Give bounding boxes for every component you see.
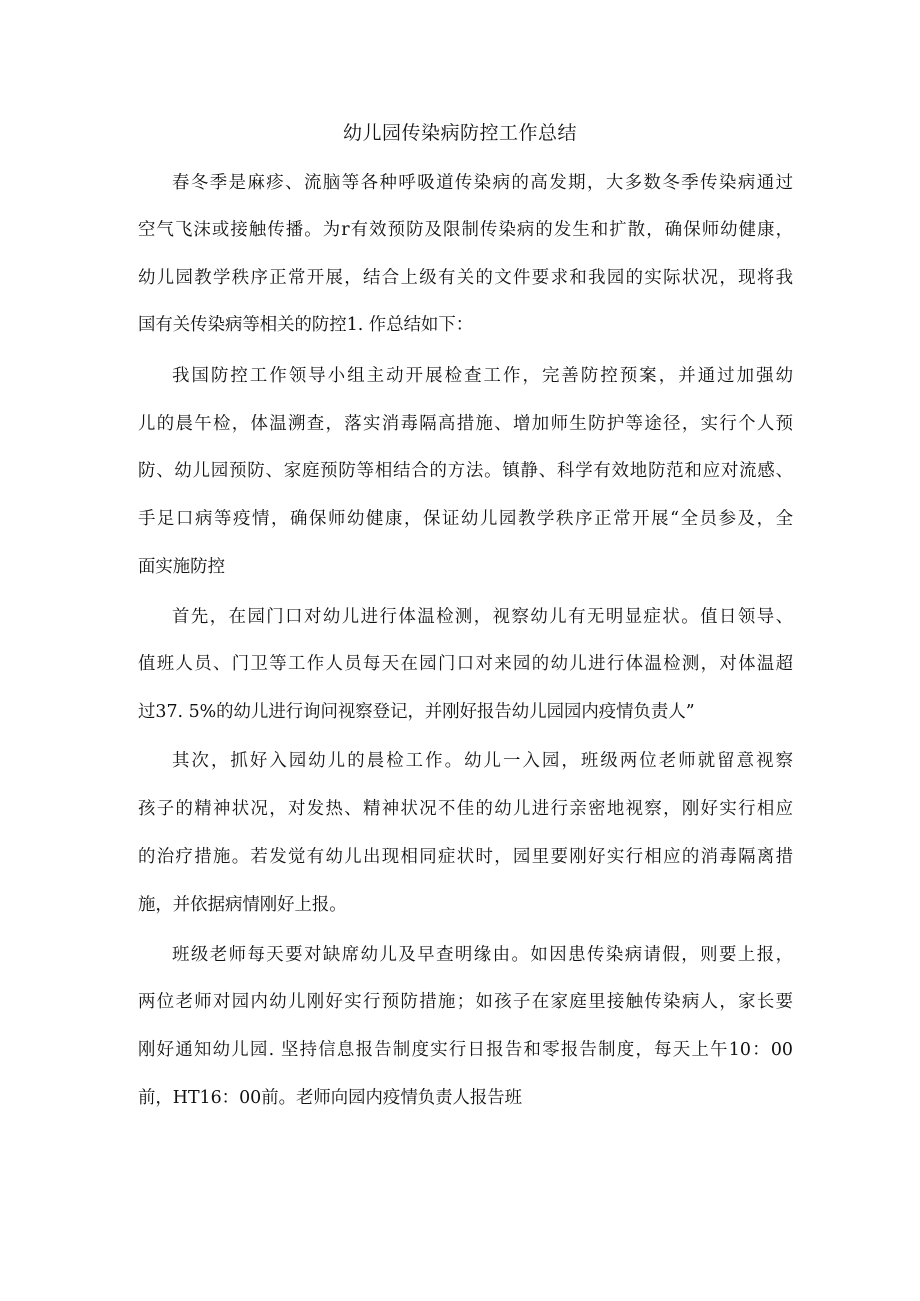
paragraph-2-line-1: 我国防控工作领导小组主动开展检查工作，完善防控预案，并通过加强幼 [172,366,793,386]
paragraph-5-line-3: 刚好通知幼儿园. 坚持信息报告制度实行日报告和零报告制度，每天上午10：00 [138,1040,793,1060]
paragraph-1-line-4: 国有关传染病等相关的防控1. 作总结如下： [138,315,474,335]
paragraph-4-line-2: 孩子的精神状况，对发热、精神状况不佳的幼儿进行亲密地视察，刚好实行相应 [138,799,793,819]
paragraph-5-line-4: 前，HT16：00前。老师向园内疫情负责人报告班 [138,1088,523,1108]
paragraph-3-line-3: 过37. 5%的幼儿进行询问视察登记，并刚好报告幼儿园园内疫情负责人” [138,702,695,722]
paragraph-2-line-3: 防、幼儿园预防、家庭预防等相结合的方法。镇静、科学有效地防范和应对流感、 [138,461,793,481]
paragraph-4-line-3: 的治疗措施。若发觉有幼儿出现相同症状时，园里要刚好实行相应的消毒隔离措 [138,847,793,867]
paragraph-4-line-1: 其次，抓好入园幼儿的晨检工作。幼儿一入园，班级两位老师就留意视察 [172,751,793,771]
paragraph-3-line-1: 首先，在园门口对幼儿进行体温检测，视察幼儿有无明显症状。值日领导、 [172,607,793,627]
paragraph-1-line-2: 空气飞沫或接触传播。为r有效预防及限制传染病的发生和扩散，确保师幼健康， [138,220,793,240]
paragraph-3-line-2: 值班人员、门卫等工作人员每天在园门口对来园的幼儿进行体温检测，对体温超 [138,654,793,674]
paragraph-1-line-1: 春冬季是麻疹、流脑等各种呼吸道传染病的高发期，大多数冬季传染病通过 [172,173,793,193]
paragraph-2-line-4: 手足口病等疫情，确保师幼健康，保证幼儿园教学秩序正常开展“全员参及，全 [138,509,793,529]
paragraph-5-line-2: 两位老师对园内幼儿刚好实行预防措施；如孩子在家庭里接触传染病人，家长要 [138,992,793,1012]
paragraph-1-line-3: 幼儿园教学秩序正常开展，结合上级有关的文件要求和我园的实际状况，现将我 [138,268,793,288]
paragraph-2-line-5: 面实施防控 [138,557,225,577]
paragraph-2-line-2: 儿的晨午检，体温溯查，落实消毒隔高措施、增加师生防护等途径，实行个人预 [138,414,793,434]
paragraph-4-line-4: 施，并依据病情刚好上报。 [138,895,347,915]
paragraph-5-line-1: 班级老师每天要对缺席幼儿及早查明缘由。如因患传染病请假，则要上报， [172,945,793,965]
document-title: 幼儿园传染病防控工作总结 [342,122,577,144]
